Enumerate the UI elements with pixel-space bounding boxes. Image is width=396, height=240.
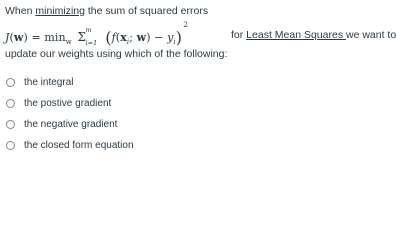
question-text [5, 4, 396, 61]
option-label: the postive gradient [24, 97, 112, 109]
question-line-3: update our weights using which of the following: [5, 48, 228, 60]
radio-button[interactable] [6, 99, 15, 108]
option-positive-gradient[interactable] [5, 94, 345, 112]
want-to-label: we want to [345, 29, 396, 41]
answer-options [5, 73, 345, 157]
minimizing-link[interactable]: minimizing [35, 5, 85, 17]
formula-line [5, 20, 396, 47]
option-closed-form[interactable] [5, 136, 345, 154]
question-text-prefix: When [5, 5, 36, 17]
radio-button[interactable] [6, 120, 15, 129]
for-label: for [231, 29, 247, 41]
cost-function-formula: $J(w) = \min_w \Sigma$ m i=1 ($f(x_i$; $w) - y_i$) 2 [5, 20, 189, 47]
formula-trailing-text [231, 29, 396, 41]
question-text-suffix: the sum of squared errors [84, 5, 209, 17]
option-label: the closed form equation [24, 139, 134, 151]
radio-button[interactable] [6, 141, 15, 150]
radio-button[interactable] [6, 78, 15, 87]
least-mean-squares-link[interactable]: Least Mean Squares [246, 29, 346, 41]
option-negative-gradient[interactable] [5, 115, 345, 133]
option-label: the negative gradient [24, 118, 118, 130]
option-integral[interactable] [5, 73, 345, 91]
sum-symbol: Σ m i=1 [77, 26, 98, 47]
option-label: the integral [24, 76, 74, 88]
question-line-1 [5, 4, 347, 21]
